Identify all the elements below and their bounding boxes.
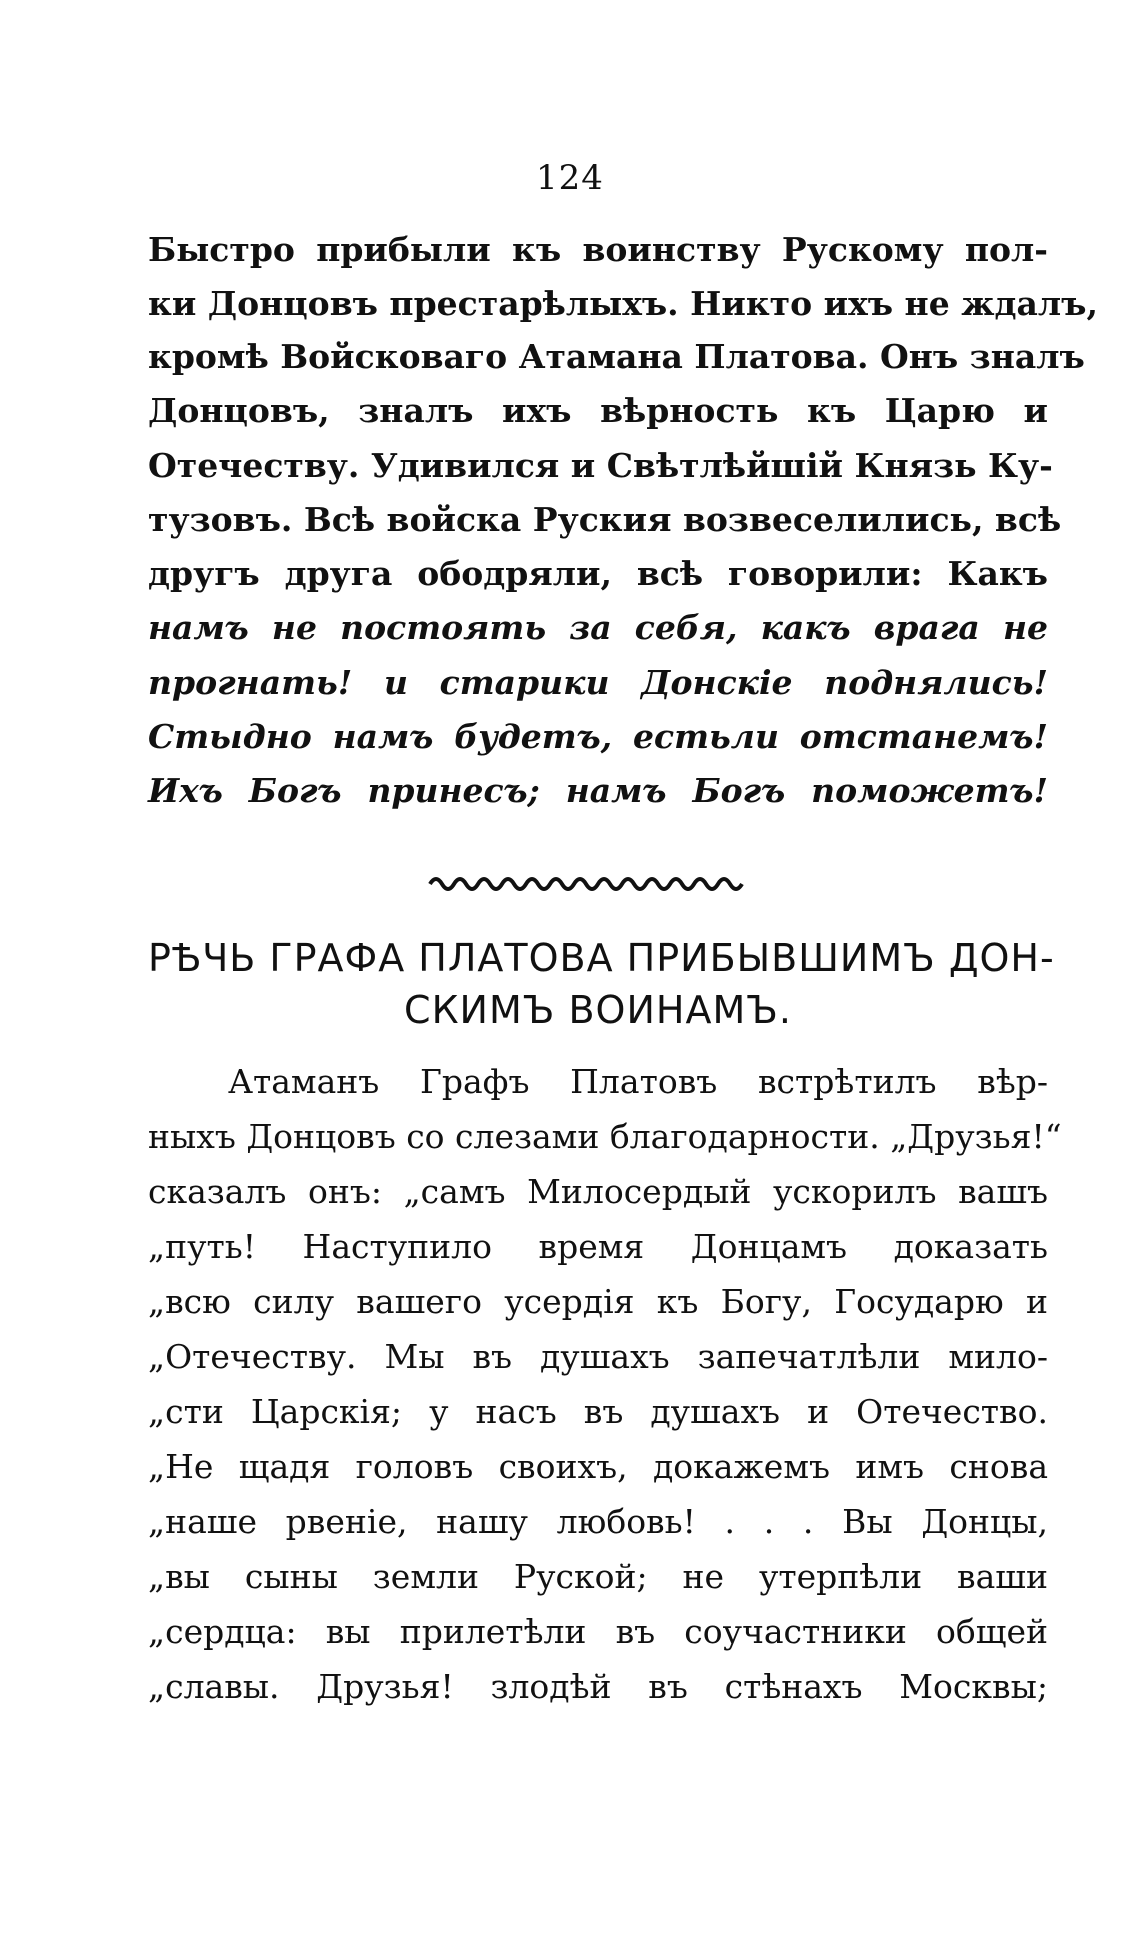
paragraph1-italic-line-4: Ихъ Богъ принесъ; намъ Богъ поможетъ!: [148, 771, 1048, 810]
paragraph2-line-10: „вы сыны земли Руской; не утерпѣли ваши: [148, 1557, 1048, 1596]
ornamental-divider: [426, 872, 756, 896]
paragraph2-line-1: Атаманъ Графъ Платовъ встрѣтилъ вѣр-: [228, 1062, 1048, 1101]
section-heading-line-2: СКИМЪ ВОИНАМЪ.: [404, 988, 792, 1032]
paragraph1-line-3: кромѣ Войсковаго Атамана Платова. Онъ зналъ: [148, 337, 1085, 376]
paragraph2-line-9: „наше рвеніе, нашу любовь! . . . Вы Донцы,: [148, 1502, 1048, 1541]
paragraph1-italic-line-3: Стыдно намъ будетъ, естьли отстанемъ!: [148, 717, 1048, 756]
paragraph1-line-1: Быстро прибыли къ воинству Рускому пол-: [148, 230, 1048, 269]
page-number: 124: [536, 158, 604, 198]
paragraph1-line-4: Донцовъ, зналъ ихъ вѣрность къ Царю и: [148, 391, 1048, 430]
paragraph2-line-5: „всю силу вашего усердія къ Богу, Государю и: [148, 1282, 1048, 1321]
paragraph2-line-7: „сти Царскія; у насъ въ душахъ и Отечество.: [148, 1392, 1048, 1431]
paragraph2-line-3: сказалъ онъ: „самъ Милосердый ускорилъ вашъ: [148, 1172, 1048, 1211]
paragraph1-line-2: ки Донцовъ престарѣлыхъ. Никто ихъ не ждалъ,: [148, 284, 1098, 323]
paragraph2-line-4: „путь! Наступило время Донцамъ доказать: [148, 1227, 1048, 1266]
paragraph2-line-6: „Отечеству. Мы въ душахъ запечатлѣли мило-: [148, 1337, 1048, 1376]
paragraph1-italic-line-2: прогнать! и старики Донскіе поднялись!: [148, 663, 1048, 702]
paragraph2-line-8: „Не щадя головъ своихъ, докажемъ имъ снова: [148, 1447, 1048, 1486]
section-heading-line-1: РѢЧЬ ГРАФА ПЛАТОВА ПРИБЫВШИМЪ ДОН-: [148, 936, 1055, 980]
paragraph1-italic-line-1: намъ не постоять за себя, какъ врага не: [148, 608, 1048, 647]
paragraph2-line-2: ныхъ Донцовъ со слезами благодарности. „Друзья!“: [148, 1117, 1062, 1156]
paragraph2-line-11: „сердца: вы прилетѣли въ соучастники общей: [148, 1612, 1048, 1651]
paragraph1-line-7: другъ друга ободряли, всѣ говорили: Какъ: [148, 554, 1048, 593]
paragraph1-line-6: тузовъ. Всѣ войска Руския возвеселились, всѣ: [148, 500, 1062, 539]
paragraph1-line-5: Отечеству. Удивился и Свѣтлѣйшій Князь Ку-: [148, 446, 1053, 485]
paragraph2-line-12: „славы. Друзья! злодѣй въ стѣнахъ Москвы;: [148, 1667, 1048, 1706]
